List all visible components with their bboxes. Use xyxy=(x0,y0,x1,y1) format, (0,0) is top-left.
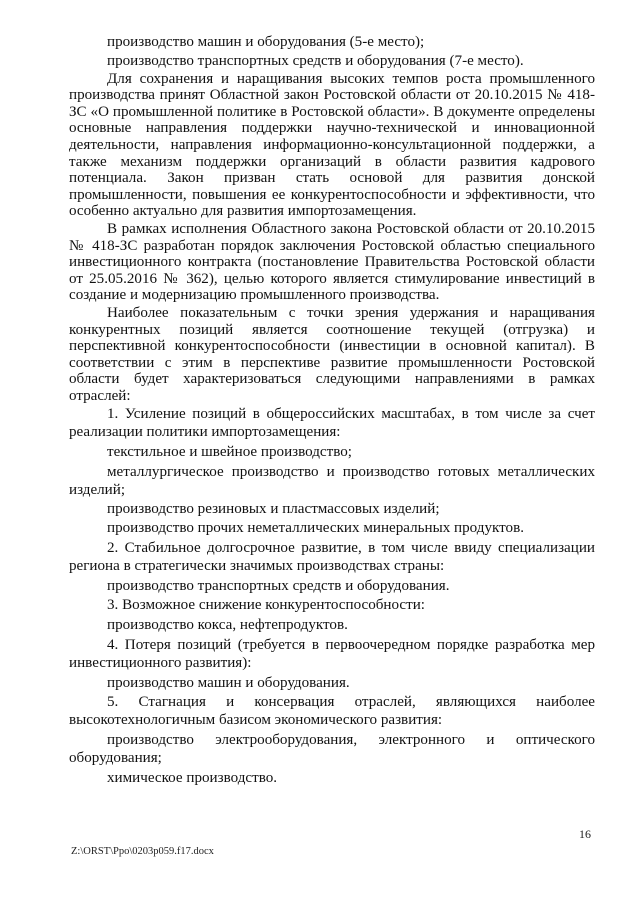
footer-file-path: Z:\ORST\Ppo\0203p059.f17.docx xyxy=(71,846,214,857)
list-heading: 2. Стабильное долгосрочное развитие, в том числе ввиду специализации региона в стратегически значимых производствах страны: xyxy=(69,540,595,574)
list-item: производство транспортных средств и оборудования. xyxy=(107,577,450,594)
list-heading: 4. Потеря позиций (требуется в первоочередном порядке разработка мер инвестиционного развития): xyxy=(69,637,595,671)
list-item: производство прочих неметаллических минеральных продуктов. xyxy=(107,520,524,537)
paragraph: В рамках исполнения Областного закона Ростовской области от 20.10.2015 № 418-ЗС разработан порядок заключения Ростовской областью специального инвестиционного контракта (постановление Правительства Ростовской области от 25.05.2016 № 362), целью которого является стимулирование инвестиций в создание и модернизацию промышленного производства. xyxy=(69,220,595,304)
list-heading: 5. Стагнация и консервация отраслей, являющихся наиболее высокотехнологичным базисом экономического развития: xyxy=(69,694,595,729)
page-number: 16 xyxy=(579,827,591,841)
list-item: производство машин и оборудования (5-е место); xyxy=(107,34,425,50)
list-item: производство машин и оборудования. xyxy=(107,674,350,691)
paragraph: Для сохранения и наращивания высоких темпов роста промышленного производства принят Областной закон Ростовской области от 20.10.2015 № 418-ЗС «О промышленной политике в Ростовской области». В документе определены основные направления поддержки научно-технической и инновационной деятельности, направления информационно-консультационной поддержки, а также механизм поддержки организаций в области развития кадрового потенциала. Закон призван стать основой для развития донской промышленности, повышения ее конкурентоспособности и эффективности, что особенно актуально для развития импортозамещения. xyxy=(69,70,595,220)
list-item: химическое производство. xyxy=(107,769,278,786)
list-item: металлургическое производство и производство готовых металлических изделий; xyxy=(69,463,595,498)
list-item: производство электрооборудования, электронного и оптического оборудования; xyxy=(69,732,595,766)
list-item: производство резиновых и пластмассовых изделий; xyxy=(107,501,440,518)
list-item: текстильное и швейное производство; xyxy=(107,444,352,461)
list-item: производство кокса, нефтепродуктов. xyxy=(107,617,348,634)
document-body xyxy=(69,34,595,787)
list-heading: 3. Возможное снижение конкурентоспособности: xyxy=(107,597,425,614)
paragraph: Наиболее показательным с точки зрения удержания и наращивания конкурентных позиций является соотношение текущей (отгрузка) и перспективной конкурентоспособности (инвестиции в основной капитал). В соответствии с этим в перспективе развитие промышленности Ростовской области будет характеризоваться следующими направлениями в рамках отраслей: xyxy=(69,304,595,404)
list-heading: 1. Усиление позиций в общероссийских масштабах, в том числе за счет реализации политики импортозамещения: xyxy=(69,406,595,441)
list-item: производство транспортных средств и оборудования (7-е место). xyxy=(107,52,524,69)
